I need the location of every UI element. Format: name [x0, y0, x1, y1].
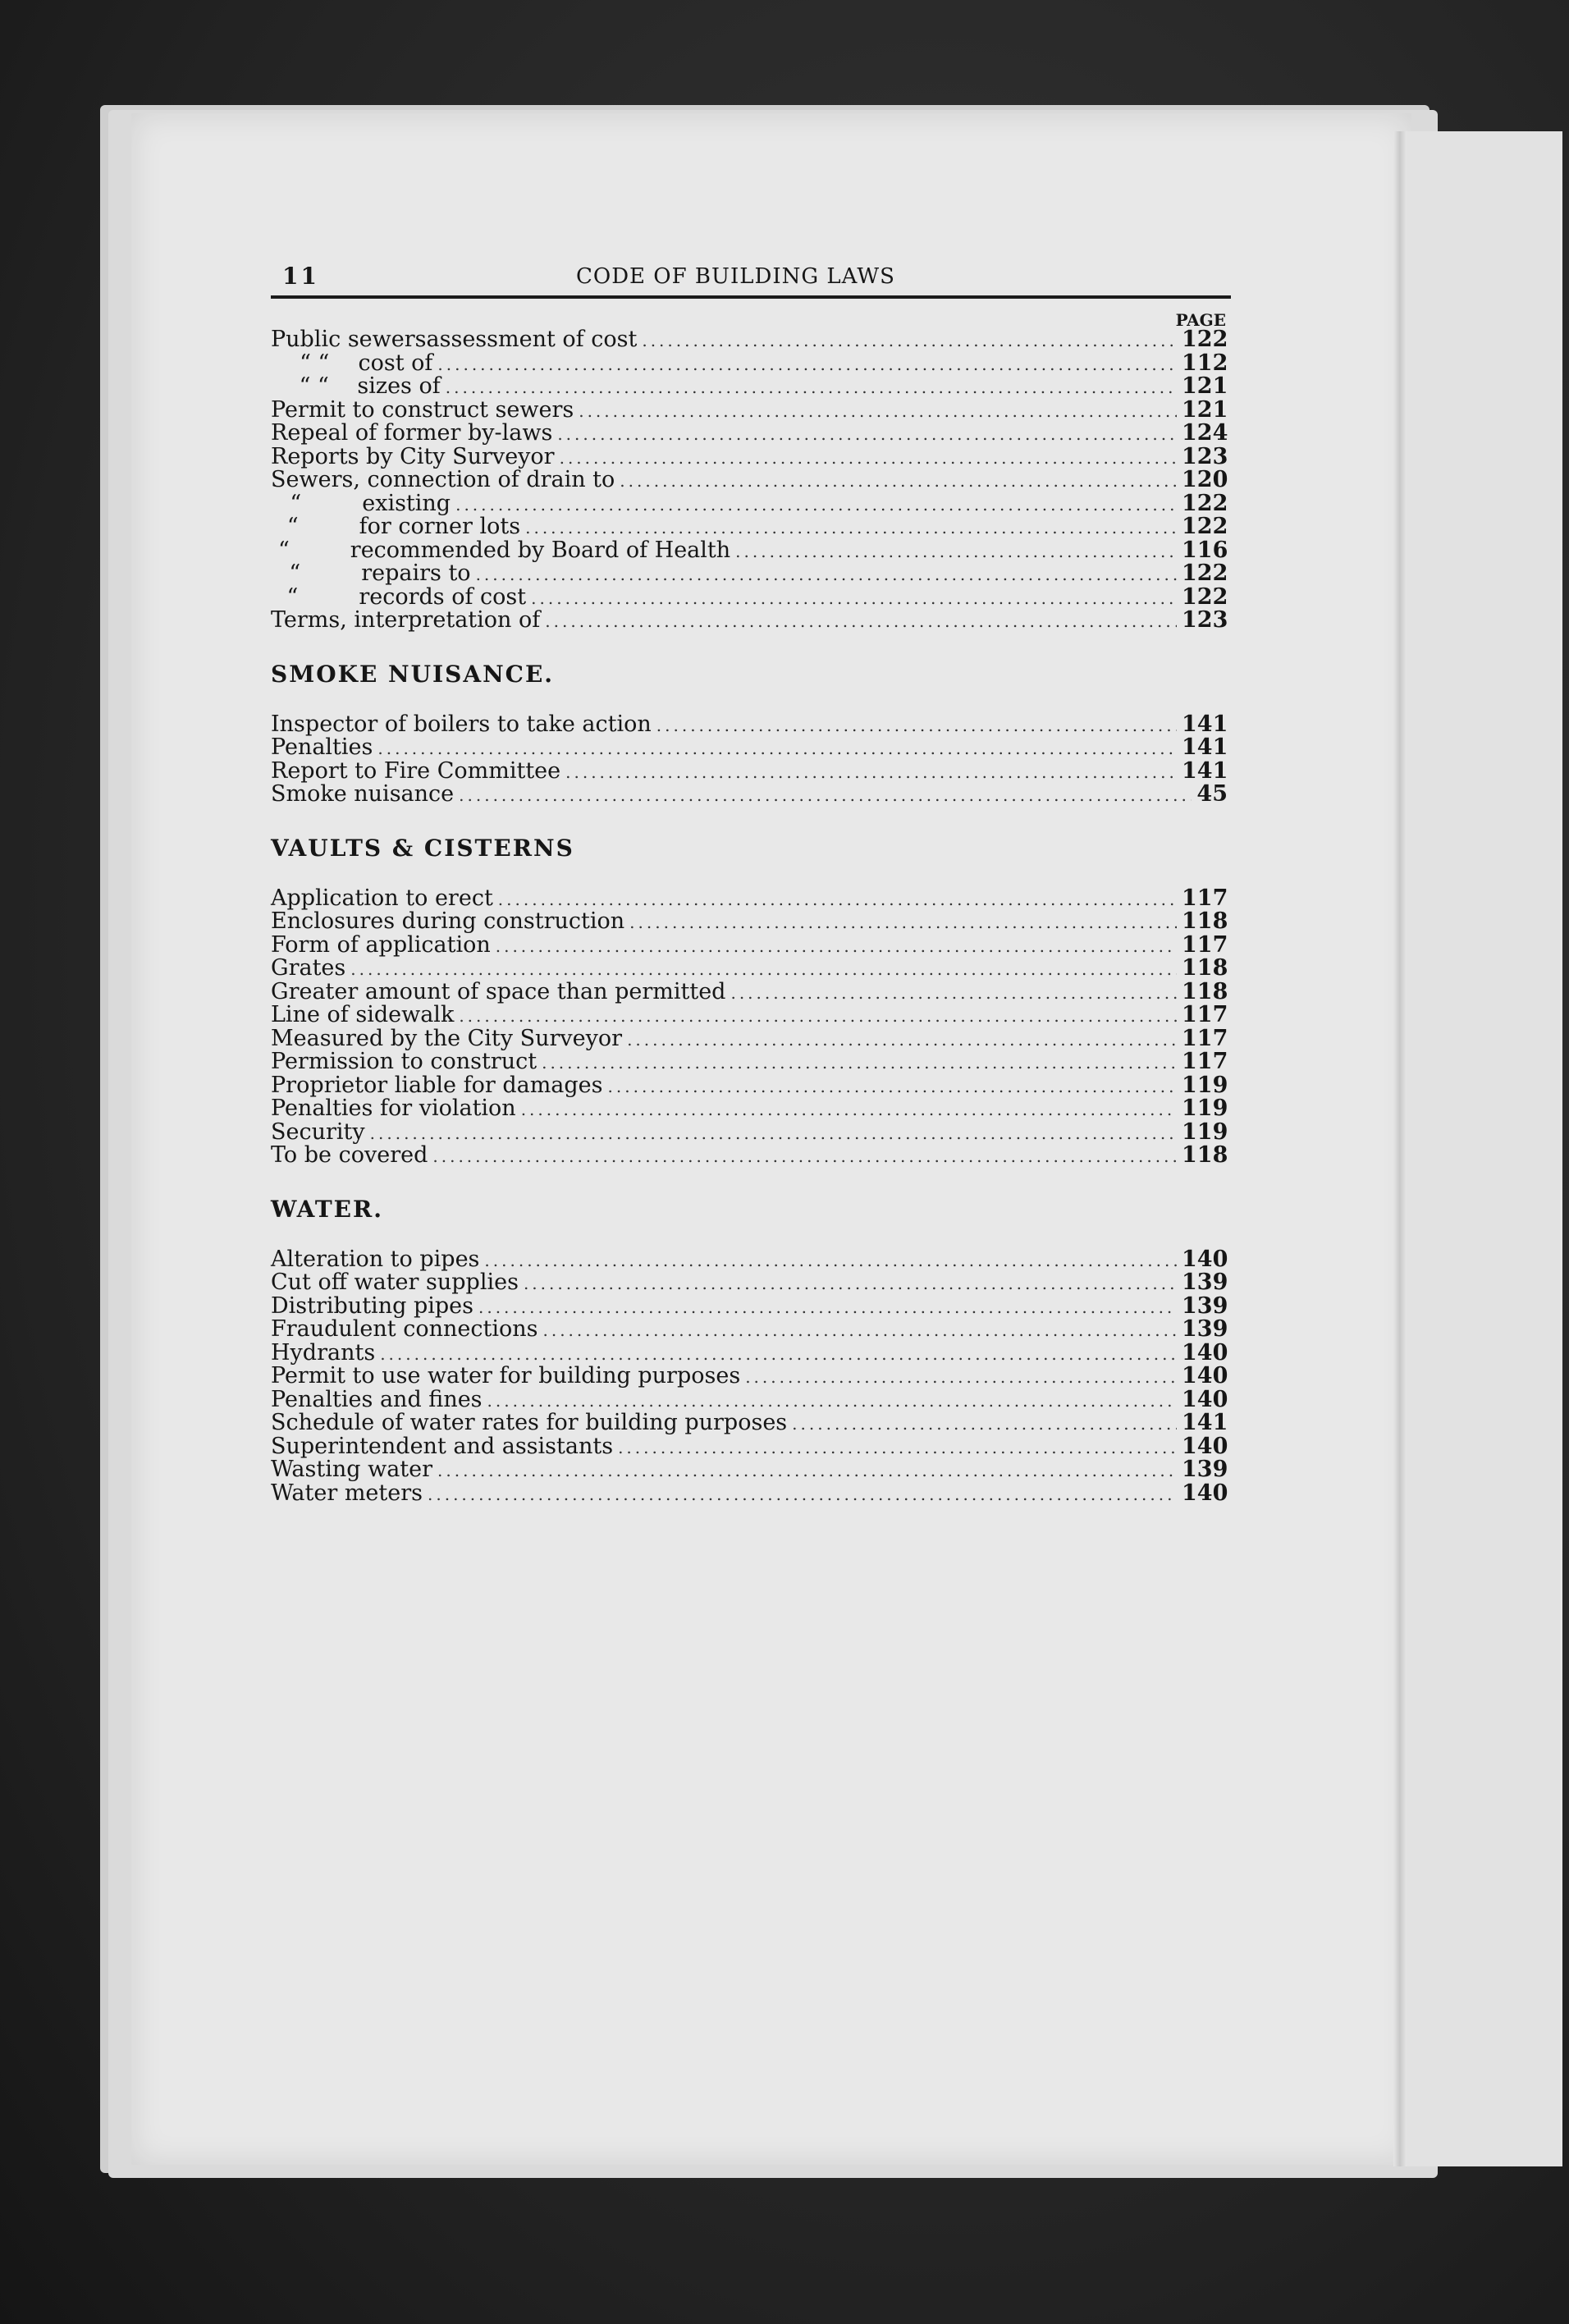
dot-leader [437, 1459, 1177, 1483]
dot-leader [459, 784, 1192, 807]
ditto-mark: “ “ [299, 373, 329, 399]
entry-page-number: 122 [1182, 490, 1228, 516]
dot-leader [565, 761, 1177, 785]
entry-label: Terms, interpretation of [271, 607, 541, 633]
book-gutter [1393, 131, 1407, 2166]
entry-subheading: for corner lots [359, 514, 521, 539]
dot-leader [642, 329, 1177, 353]
entry-page-number: 140 [1182, 1433, 1228, 1459]
entry-label: Penalties for violation [271, 1096, 516, 1121]
index-entry [271, 1050, 1231, 1074]
entry-subheading: sizes of [357, 373, 441, 399]
dot-leader [579, 400, 1177, 423]
dot-leader [484, 1249, 1177, 1273]
entry-page-number: 112 [1182, 350, 1228, 376]
index-entry [271, 492, 1231, 516]
ditto-mark: “ [286, 583, 299, 610]
index-entry [271, 1318, 1231, 1342]
entry-label: Enclosures during construction [271, 908, 625, 934]
entry-label: Hydrants [271, 1339, 376, 1366]
entry-label: Proprietor liable for damages [271, 1072, 603, 1098]
entry-label: Penalties and fines [271, 1386, 483, 1412]
dot-leader [446, 376, 1177, 400]
entry-page-number: 140 [1182, 1339, 1228, 1366]
entry-label: Penalties [271, 734, 373, 760]
entry-page-number: 121 [1182, 396, 1228, 423]
entry-label: Fraudulent connections [271, 1316, 538, 1342]
entry-page-number: 45 [1196, 781, 1228, 807]
entry-page-number: 119 [1182, 1072, 1228, 1098]
entry-page-number: 117 [1182, 885, 1228, 911]
index-entry [271, 783, 1231, 807]
ditto-mark: “ “ [300, 350, 330, 376]
entry-label: Application to erect [271, 885, 493, 911]
entry-label: Permit to construct sewers [271, 396, 574, 423]
entry-page-number: 141 [1182, 734, 1228, 760]
entry-label: Form of application [271, 931, 491, 958]
entry-subheading: cost of [358, 350, 433, 376]
ditto-mark: “ [277, 537, 290, 563]
index-entry [271, 375, 1231, 399]
entry-label: Permission to construct [271, 1049, 537, 1074]
dot-leader [531, 587, 1177, 611]
dot-leader [377, 737, 1177, 761]
dot-leader [496, 935, 1177, 958]
dot-leader [498, 888, 1177, 912]
dot-leader [545, 610, 1177, 634]
entry-subheading: recommended by Board of Health [350, 537, 731, 563]
entry-label: Measured by the City Surveyor [271, 1025, 623, 1051]
index-entry [271, 910, 1231, 934]
entry-page-number: 123 [1182, 607, 1228, 633]
dot-leader [608, 1075, 1177, 1099]
dot-leader [428, 1483, 1177, 1507]
entry-subheading: records of cost [359, 583, 527, 610]
index-entry [271, 957, 1231, 981]
entry-page-number: 117 [1182, 1002, 1228, 1027]
index-entry [271, 1144, 1231, 1168]
entry-label: Reports by City Surveyor [271, 443, 555, 469]
entry-label: Schedule of water rates for building purposes [271, 1410, 788, 1435]
dot-leader [432, 1145, 1177, 1169]
page-number: 11 [282, 263, 319, 290]
index-entry [271, 1271, 1231, 1295]
entry-subheading: assessment of cost [426, 327, 638, 352]
dot-leader [560, 446, 1177, 470]
ditto-mark: “ [290, 490, 302, 516]
entry-page-number: 116 [1182, 537, 1228, 563]
entry-page-number: 118 [1182, 978, 1228, 1004]
index-entry [271, 539, 1231, 563]
section-heading: SMOKE NUISANCE. [271, 660, 555, 688]
page-column-label: PAGE [1175, 310, 1226, 330]
section-heading: WATER. [271, 1195, 384, 1223]
entry-page-number: 118 [1182, 908, 1228, 934]
entry-page-number: 141 [1182, 757, 1228, 784]
index-entry [271, 469, 1231, 492]
entry-label: Superintendent and assistants [271, 1433, 614, 1459]
entry-page-number: 140 [1182, 1246, 1228, 1272]
entry-label: Alteration to pipes [271, 1246, 480, 1272]
entry-page-number: 139 [1182, 1457, 1228, 1482]
index-entry [271, 1458, 1231, 1482]
facing-page-edge [1407, 131, 1562, 2166]
index-entry [271, 422, 1231, 446]
entry-page-number: 121 [1182, 373, 1228, 399]
entry-page-number: 124 [1182, 420, 1228, 446]
index-entry [271, 352, 1231, 376]
sewers-entries [271, 328, 1231, 633]
dot-leader [735, 540, 1177, 564]
index-entry [271, 1388, 1231, 1412]
dot-leader [542, 1051, 1177, 1075]
dot-leader [629, 911, 1177, 935]
entry-page-number: 119 [1182, 1096, 1228, 1121]
entry-subheading: existing [362, 490, 451, 516]
dot-leader [437, 353, 1177, 377]
entry-page-number: 120 [1182, 467, 1228, 492]
running-head [271, 261, 1231, 299]
index-entry [271, 1074, 1231, 1098]
entry-page-number: 141 [1182, 711, 1228, 737]
dot-leader [380, 1343, 1177, 1366]
section-heading: VAULTS & CISTERNS [271, 834, 574, 862]
entry-label: Water meters [271, 1480, 423, 1506]
entry-label: Cut off water supplies [271, 1270, 519, 1295]
entry-label: Smoke nuisance [271, 781, 455, 807]
dot-leader [478, 1296, 1177, 1320]
index-entry [271, 1097, 1231, 1121]
index-entry [271, 609, 1231, 633]
dot-leader [524, 1272, 1177, 1296]
entry-label: Grates [271, 955, 346, 981]
entry-page-number: 139 [1182, 1292, 1228, 1319]
index-entry [271, 1435, 1231, 1459]
ditto-mark: “ [289, 560, 301, 586]
entry-page-number: 117 [1182, 931, 1228, 958]
entry-label: Line of sidewalk [271, 1002, 455, 1027]
dot-leader [525, 516, 1177, 540]
entry-page-number: 140 [1182, 1363, 1228, 1388]
index-entry [271, 887, 1231, 911]
index-section [271, 1196, 1231, 1506]
running-title: CODE OF BUILDING LAWS [576, 264, 895, 289]
entry-page-number: 118 [1182, 1142, 1228, 1168]
index-entry [271, 583, 1231, 610]
entry-page-number: 140 [1182, 1386, 1228, 1412]
entry-page-number: 119 [1182, 1119, 1228, 1145]
index-entry [271, 978, 1231, 1004]
entry-page-number: 122 [1182, 560, 1228, 586]
dot-leader [618, 1436, 1177, 1460]
index-section [271, 835, 1231, 1168]
index-entry [271, 1121, 1231, 1145]
entry-page-number: 139 [1182, 1316, 1228, 1342]
entry-page-number: 117 [1182, 1025, 1228, 1051]
dot-leader [627, 1028, 1177, 1052]
index-entry [271, 396, 1231, 423]
index-entry [271, 931, 1231, 958]
index-entry [271, 713, 1231, 737]
dot-leader [656, 714, 1177, 738]
index-entry [271, 1339, 1231, 1366]
entry-label: Repeal of former by-laws [271, 420, 553, 446]
index-entry [271, 1411, 1231, 1435]
dot-leader [455, 493, 1177, 517]
entry-label: To be covered [271, 1142, 428, 1168]
dot-leader [521, 1098, 1177, 1122]
entry-page-number: 122 [1182, 583, 1228, 610]
index-entry [271, 1248, 1231, 1272]
entry-label: Permit to use water for building purposes [271, 1363, 741, 1388]
dot-leader [370, 1122, 1177, 1146]
dot-leader [792, 1412, 1177, 1436]
entry-page-number: 123 [1182, 443, 1228, 469]
dot-leader [620, 469, 1177, 493]
entry-label: Security [271, 1119, 365, 1145]
entry-page-number: 139 [1182, 1270, 1228, 1295]
entry-page-number: 118 [1182, 955, 1228, 981]
index-section [271, 661, 1231, 807]
entry-page-number: 141 [1182, 1410, 1228, 1435]
entry-label: Distributing pipes [271, 1292, 473, 1319]
entry-label: Report to Fire Committee [271, 757, 561, 784]
entry-page-number: 122 [1182, 327, 1228, 352]
index-entry [271, 1292, 1231, 1319]
entry-label: Inspector of boilers to take action [271, 711, 652, 737]
entry-label: Public sewers [271, 327, 427, 352]
index-page-content [271, 261, 1231, 1505]
index-entry [271, 1027, 1231, 1051]
dot-leader [476, 563, 1177, 587]
entry-page-number: 117 [1182, 1049, 1228, 1074]
index-entry [271, 757, 1231, 784]
index-entry [271, 736, 1231, 760]
entry-label: Sewers, connection of drain to [271, 467, 615, 492]
entry-page-number: 140 [1182, 1480, 1228, 1506]
dot-leader [745, 1366, 1177, 1389]
dot-leader [542, 1319, 1177, 1343]
ditto-mark: “ [286, 514, 299, 539]
index-entry [271, 1482, 1231, 1506]
entry-subheading: repairs to [361, 560, 471, 586]
dot-leader [459, 1004, 1177, 1028]
dot-leader [487, 1389, 1177, 1413]
index-entry [271, 1004, 1231, 1027]
dot-leader [730, 981, 1177, 1005]
entry-label: Wasting water [271, 1457, 433, 1482]
entry-page-number: 122 [1182, 514, 1228, 539]
index-entry [271, 515, 1231, 539]
index-entry [271, 562, 1231, 586]
index-sections [271, 661, 1231, 1506]
index-entry [271, 328, 1231, 352]
index-entry [271, 443, 1231, 469]
dot-leader [557, 423, 1177, 446]
dot-leader [350, 958, 1177, 981]
entry-label: Greater amount of space than permitted [271, 978, 726, 1004]
index-entry [271, 1365, 1231, 1388]
